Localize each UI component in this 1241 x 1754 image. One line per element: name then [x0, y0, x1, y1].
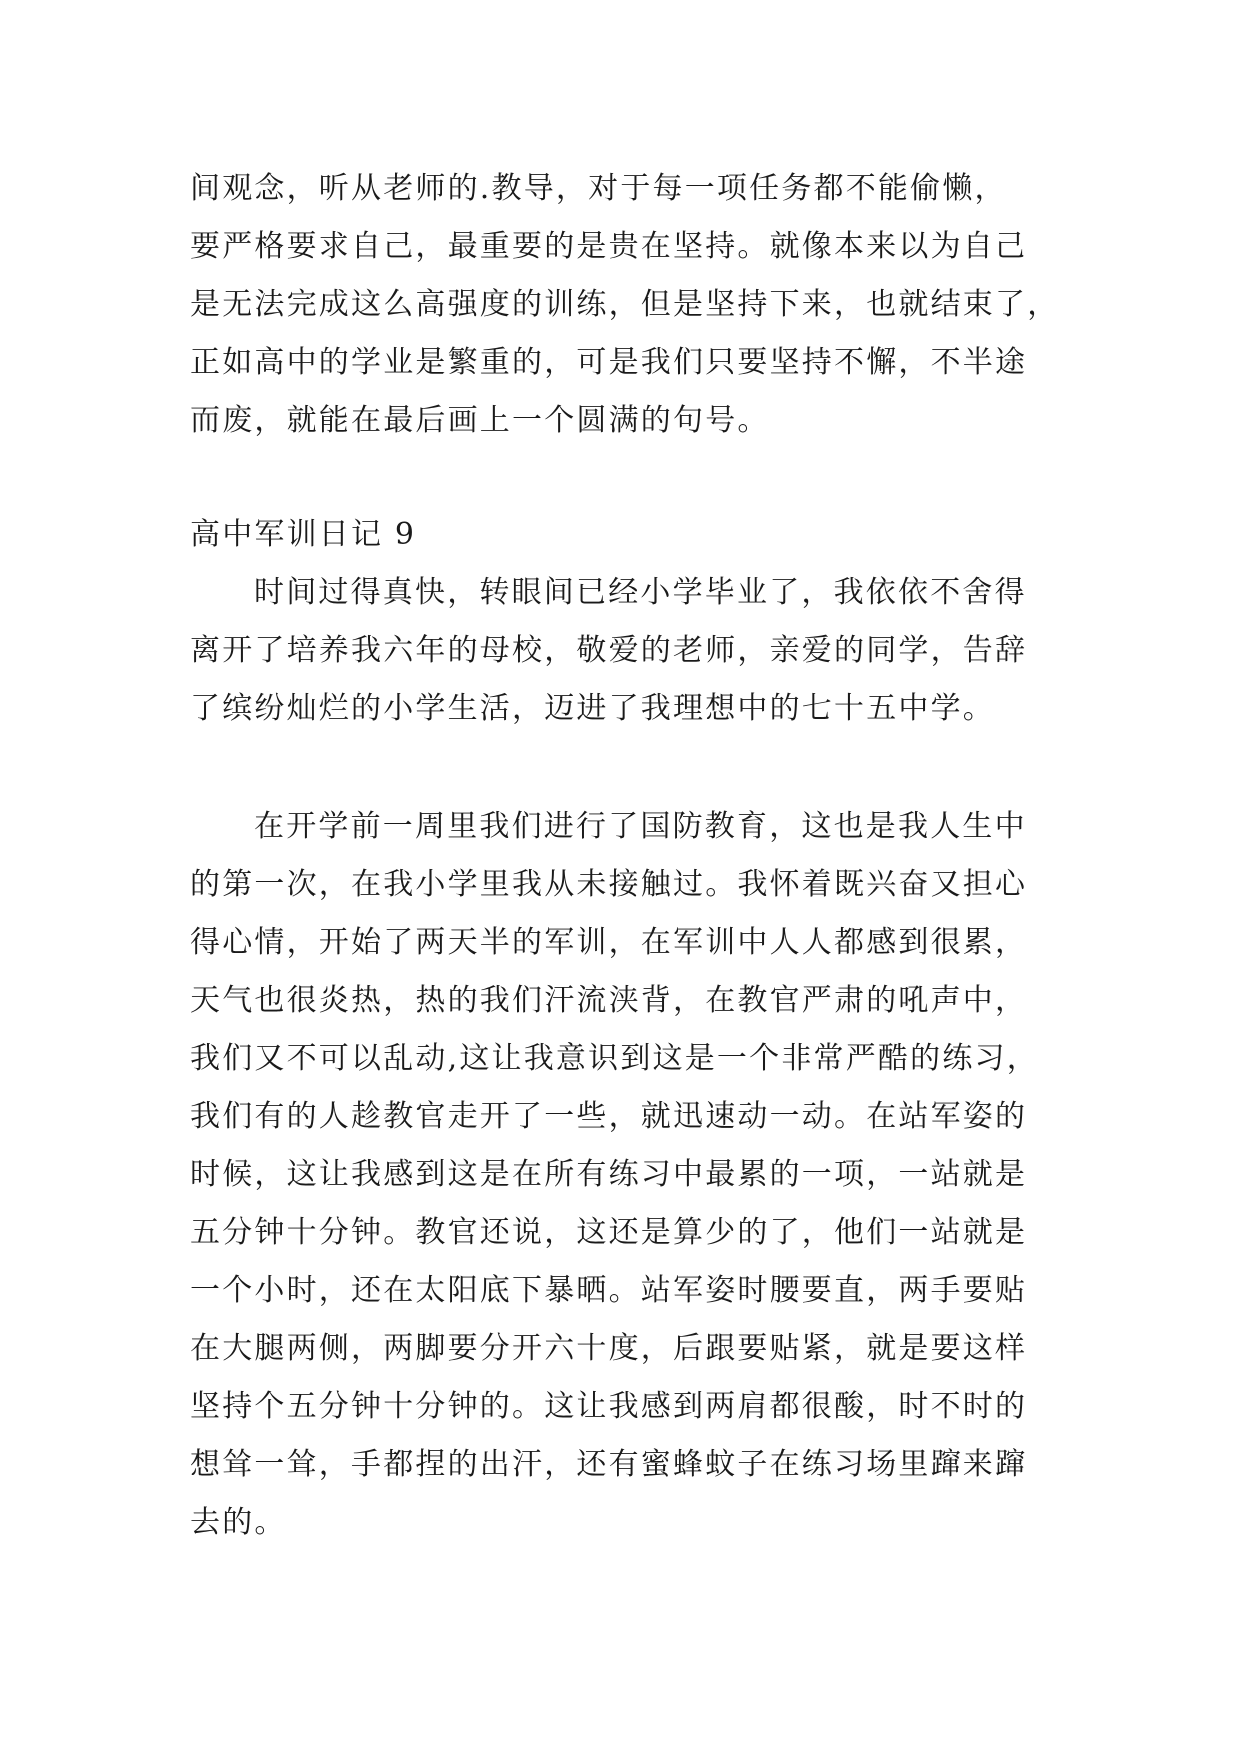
text-line: 了缤纷灿烂的小学生活，迈进了我理想中的七十五中学。 [190, 691, 995, 726]
text-line: 是无法完成这么高强度的训练，但是坚持下来，也就结束了， [190, 287, 1060, 322]
text-line: 在大腿两侧，两脚要分开六十度，后跟要贴紧，就是要这样 [190, 1331, 1028, 1366]
document-body [190, 160, 1060, 1552]
spacer [190, 450, 1055, 506]
section-title: 高中军训日记 9 [190, 517, 417, 552]
spacer [190, 738, 1055, 798]
text-line: 时间过得真快，转眼间已经小学毕业了，我依依不舍得 [254, 575, 1027, 610]
text-line: 五分钟十分钟。教官还说，这还是算少的了，他们一站就是 [190, 1215, 1028, 1250]
text-line: 去的。 [190, 1505, 287, 1540]
paragraph-military-training [190, 798, 1055, 1552]
text-line: 我们有的人趁教官走开了一些，就迅速动一动。在站军姿的 [190, 1099, 1028, 1134]
text-line: 想耸一耸，手都捏的出汗，还有蜜蜂蚊子在练习场里蹿来蹿 [190, 1447, 1028, 1482]
text-line: 一个小时，还在太阳底下暴晒。站军姿时腰要直，两手要贴 [190, 1273, 1028, 1308]
text-line: 正如高中的学业是繁重的，可是我们只要坚持不懈，不半途 [190, 345, 1028, 380]
paragraph-intro [190, 564, 1055, 738]
text-line: 坚持个五分钟十分钟的。这让我感到两肩都很酸，时不时的 [190, 1389, 1028, 1424]
text-line: 得心情，开始了两天半的军训，在军训中人人都感到很累， [190, 925, 1028, 960]
text-line: 的第一次，在我小学里我从未接触过。我怀着既兴奋又担心 [190, 867, 1028, 902]
text-line: 天气也很炎热，热的我们汗流浃背，在教官严肃的吼声中， [190, 983, 1028, 1018]
paragraph-continuation [190, 160, 1060, 450]
text-line: 间观念，听从老师的.教导，对于每一项任务都不能偷懒， [190, 171, 1007, 206]
text-line: 时候，这让我感到这是在所有练习中最累的一项，一站就是 [190, 1157, 1028, 1192]
text-line: 我们又不可以乱动,这让我意识到这是一个非常严酷的练习， [190, 1041, 1039, 1076]
text-line: 而废，就能在最后画上一个圆满的句号。 [190, 403, 770, 438]
text-line: 要严格要求自己，最重要的是贵在坚持。就像本来以为自己 [190, 229, 1028, 264]
text-line: 离开了培养我六年的母校，敬爱的老师，亲爱的同学，告辞 [190, 633, 1028, 668]
text-line: 在开学前一周里我们进行了国防教育，这也是我人生中 [254, 809, 1027, 844]
